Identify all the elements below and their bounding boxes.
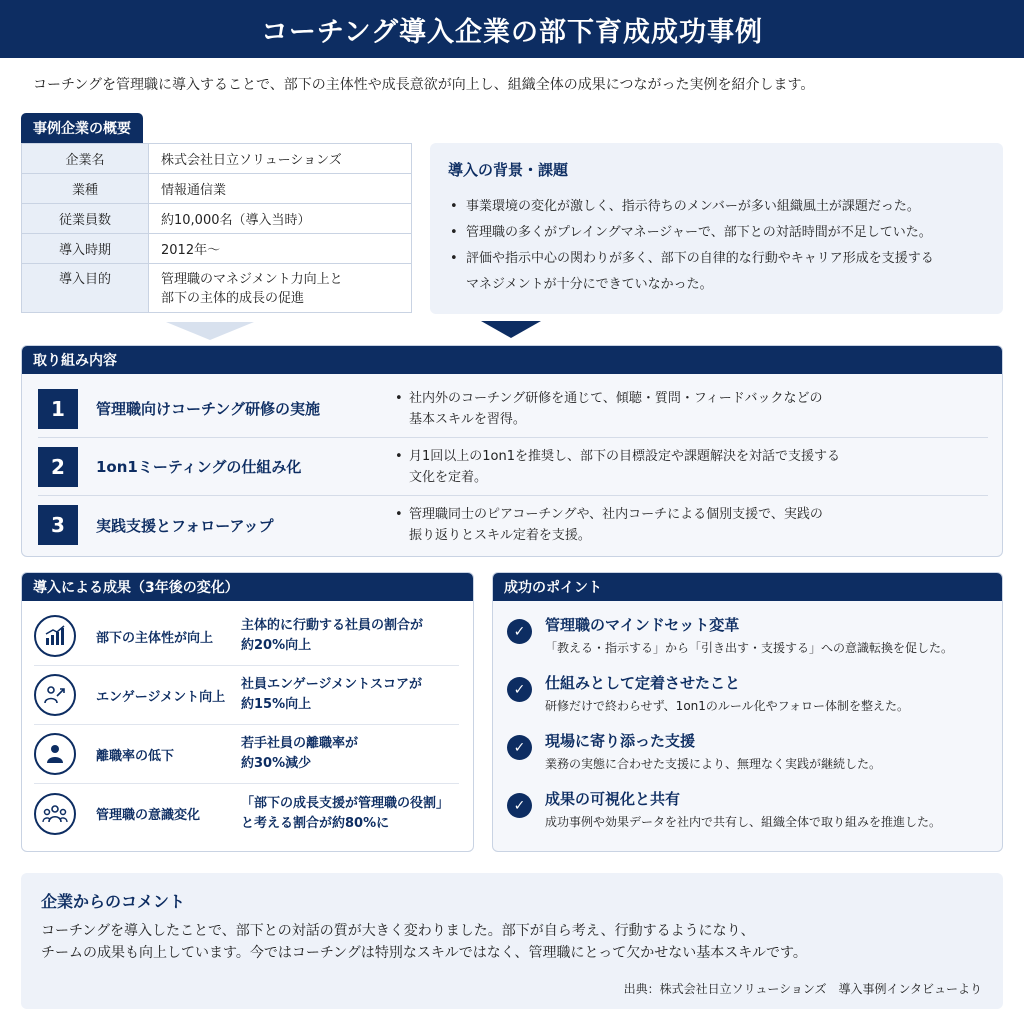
step-description: [393, 388, 823, 430]
company-comment-box: [21, 873, 1003, 1009]
overview-value-line: 部下の主体的成長の促進: [161, 291, 305, 306]
initiatives-panel: [21, 345, 1003, 557]
list-item-continuation: マネジメントが十分にできていなかった。: [466, 277, 713, 292]
list-item: [34, 784, 459, 843]
result-value-line: 約30%減少: [241, 756, 312, 771]
list-item: [38, 438, 988, 496]
intro-text: コーチングを管理職に導入することで、部下の主体性や成長意欲が向上し、組織全体の成果につながった実例を紹介します。: [33, 77, 815, 93]
point-title: 成果の可視化と共有: [545, 790, 681, 808]
list-item: [38, 496, 988, 554]
check-circle-icon: ✓: [507, 793, 532, 818]
step-description: [393, 504, 823, 546]
step-description-line: • 月1回以上の1on1を推奨し、部下の目標設定や課題解決を対話で支援する: [409, 448, 841, 464]
overview-key: 導入時期: [22, 234, 149, 264]
list-item: [507, 789, 997, 832]
step-number: 1: [38, 389, 78, 429]
list-item: • 評価や指示中心の関わりが多く、部下の自律的な行動やキャリア形成を支援する: [448, 246, 985, 272]
down-arrow-icon: [481, 321, 541, 338]
result-value: [241, 734, 358, 774]
step-description-line: 文化を定着。: [409, 469, 488, 485]
result-value: [241, 794, 449, 834]
point-description: 業務の実態に合わせた支援により、無理なく実践が継続した。: [545, 757, 882, 771]
check-circle-icon: ✓: [507, 677, 532, 702]
overview-key: 従業員数: [22, 204, 149, 234]
background-box: [430, 143, 1003, 314]
step-title: 実践支援とフォローアップ: [96, 516, 274, 535]
result-value-line: と考える割合が約80%に: [241, 815, 390, 831]
list-item: [507, 673, 997, 716]
point-description: 成功事例や効果データを社内で共有し、組織全体で取り組みを推進した。: [545, 815, 942, 829]
overview-table: [21, 143, 412, 313]
down-arrow-icon: [166, 322, 254, 340]
result-value-line: 「部下の成長支援が管理職の役割」: [241, 795, 450, 811]
overview-value: [149, 264, 412, 313]
table-row: [22, 234, 412, 264]
success-points-panel: [492, 572, 1003, 852]
employee-retention-icon: [34, 733, 76, 775]
step-number: 3: [38, 505, 78, 545]
point-title: 管理職のマインドセット変革: [545, 616, 740, 634]
list-item: [507, 615, 997, 658]
result-value-line: 若手社員の離職率が: [241, 736, 359, 751]
result-value: [241, 675, 422, 715]
list-item: [38, 380, 988, 438]
group-mindset-icon: [34, 793, 76, 835]
results-panel: [21, 572, 474, 852]
overview-value-line: 管理職のマネジメント力向上と: [161, 272, 343, 287]
result-label: 離職率の低下: [96, 748, 175, 764]
result-label: エンゲージメント向上: [96, 689, 226, 705]
page-title: コーチング導入企業の部下育成成功事例: [260, 16, 764, 48]
overview-heading: 事例企業の概要: [21, 113, 143, 143]
step-description-line: 振り返りとスキル定着を支援。: [409, 528, 591, 543]
table-row: [22, 174, 412, 204]
engagement-people-icon: [34, 674, 76, 716]
list-item: [507, 731, 997, 774]
point-description: 「教える・指示する」から「引き出す・支援する」への意識転換を促した。: [545, 641, 954, 655]
result-value: [241, 616, 423, 656]
result-value-line: 約15%向上: [241, 697, 312, 712]
success-points-heading: 成功のポイント: [493, 573, 1002, 601]
chart-growth-icon: [34, 615, 76, 657]
page-header: [0, 0, 1024, 58]
table-row: [22, 264, 412, 313]
list-item: • 事業環境の変化が激しく、指示待ちのメンバーが多い組織風土が課題だった。: [448, 194, 985, 220]
overview-key: 導入目的: [22, 264, 149, 313]
table-row: [22, 144, 412, 174]
results-heading: 導入による成果（3年後の変化）: [22, 573, 473, 601]
result-value-line: 約20%向上: [241, 638, 312, 653]
step-description-line: • 管理職同士のピアコーチングや、社内コーチによる個別支援で、実践の: [409, 507, 823, 522]
list-item: [34, 666, 459, 725]
step-title: 管理職向けコーチング研修の実施: [96, 400, 320, 418]
comment-line: コーチングを導入したことで、部下との対話の質が大きく変わりました。部下が自ら考え、行動するようになり、: [41, 923, 755, 939]
result-value-line: 主体的に行動する社員の割合が: [241, 618, 424, 633]
list-item: • 管理職の多くがプレイングマネージャーで、部下との対話時間が不足していた。: [448, 220, 985, 246]
table-row: [22, 204, 412, 234]
step-description: [393, 446, 840, 488]
step-description-line: • 社内外のコーチング研修を通じて、傾聴・質問・フィードバックなどの: [409, 390, 823, 406]
point-title: 仕組みとして定着させたこと: [545, 674, 741, 692]
result-value-line: 社員エンゲージメントスコアが: [241, 677, 422, 692]
overview-value: 情報通信業: [149, 174, 412, 204]
overview-value: 株式会社日立ソリューションズ: [149, 144, 412, 174]
overview-value: 2012年〜: [149, 234, 412, 264]
initiatives-heading: 取り組み内容: [22, 346, 1002, 374]
overview-key: 企業名: [22, 144, 149, 174]
result-label: 管理職の意識変化: [96, 808, 201, 823]
check-circle-icon: ✓: [507, 619, 532, 644]
step-title: 1on1ミーティングの仕組み化: [96, 458, 302, 476]
comment-line: チームの成果も向上しています。今ではコーチングは特別なスキルではなく、管理職にとって欠かせない基本スキルです。: [41, 945, 807, 961]
list-item: [34, 725, 459, 784]
source-note: 出典：株式会社日立ソリューションズ 導入事例インタビューより: [623, 982, 982, 996]
overview-value: 約10,000名（導入当時）: [149, 204, 412, 234]
step-description-line: 基本スキルを習得。: [409, 411, 526, 427]
point-title: 現場に寄り添った支援: [545, 732, 696, 750]
list-item: [34, 607, 459, 666]
background-heading: 導入の背景・課題: [448, 161, 569, 179]
comment-heading: 企業からのコメント: [41, 892, 186, 911]
overview-key: 業種: [22, 174, 149, 204]
result-label: 部下の主体性が向上: [96, 630, 214, 646]
step-number: 2: [38, 447, 78, 487]
check-circle-icon: ✓: [507, 735, 532, 760]
point-description: 研修だけで終わらせず、1on1のルール化やフォロー体制を整えた。: [545, 699, 910, 713]
background-list: [448, 194, 985, 298]
